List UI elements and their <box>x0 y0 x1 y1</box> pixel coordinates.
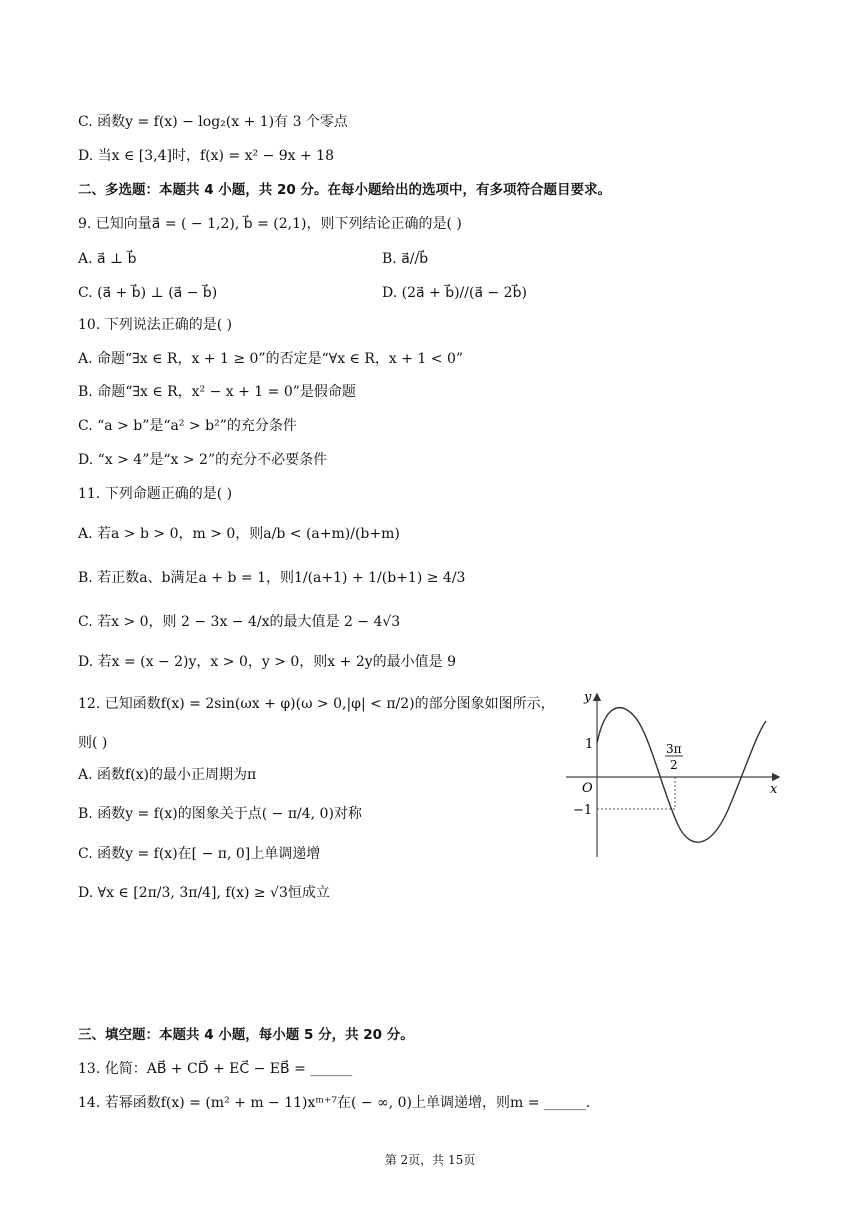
q11-option-a: A. 若a > b > 0，m > 0，则a/b < (a+m)/(b+m) <box>78 526 400 542</box>
q10-option-d: D. “x > 4”是“x > 2”的充分不必要条件 <box>78 452 328 468</box>
option-d-line: D. 当x ∈ [3,4]时，f(x) = x² − 9x + 18 <box>78 148 334 164</box>
question-12-cont: 则( ) <box>78 735 108 751</box>
q12-option-d: D. ∀x ∈ [2π/3, 3π/4], f(x) ≥ √3恒成立 <box>78 885 330 901</box>
q9-option-a: A. a⃗ ⊥ b⃗ <box>78 251 137 267</box>
sine-graph <box>560 685 790 860</box>
section-heading-multiple-choice: 二、多选题：本题共 4 小题，共 20 分。在每小题给出的选项中，有多项符合题目要求。 <box>78 182 611 198</box>
q10-option-a: A. 命题“∃x ∈ R，x + 1 ≥ 0”的否定是“∀x ∈ R，x + 1 < 0” <box>78 351 464 367</box>
y-axis-label: y <box>584 690 592 705</box>
q11-option-c: C. 若x > 0，则 2 − 3x − 4/x的最大值是 2 − 4√3 <box>78 614 401 630</box>
question-11: 11. 下列命题正确的是( ) <box>78 486 233 502</box>
q9-option-b: B. a⃗//b⃗ <box>382 251 429 267</box>
tick-label-neg1: −1 <box>573 803 593 818</box>
tick-label-1: 1 <box>585 737 594 752</box>
x-axis-label: x <box>770 782 778 797</box>
origin-label: O <box>582 781 593 796</box>
sine-curve <box>597 708 766 842</box>
question-9: 9. 已知向量a⃗ = ( − 1,2), b⃗ = (2,1)，则下列结论正确的是( ) <box>78 216 462 232</box>
section-heading-fill-in: 三、填空题：本题共 4 小题，每小题 5 分，共 20 分。 <box>78 1027 414 1043</box>
question-13: 13. 化简：AB⃗ + CD⃗ + EC⃗ − EB⃗ = ______ <box>78 1061 353 1077</box>
q10-option-c: C. “a > b”是“a² > b²”的充分条件 <box>78 418 297 434</box>
question-10: 10. 下列说法正确的是( ) <box>78 317 233 333</box>
q11-option-b: B. 若正数a、b满足a + b = 1，则1/(a+1) + 1/(b+1) ≥ 4/3 <box>78 570 466 586</box>
page-footer: 第 2页，共 15页 <box>384 1153 476 1167</box>
q9-option-c: C. (a⃗ + b⃗) ⊥ (a⃗ − b⃗) <box>78 285 218 301</box>
question-14: 14. 若幂函数f(x) = (m² + m − 11)xᵐ⁺⁷在( − ∞, 0)上单调递增，则m = ______. <box>78 1095 591 1111</box>
q12-option-a: A. 函数f(x)的最小正周期为π <box>78 767 257 783</box>
q11-option-d: D. 若x = (x − 2)y，x > 0，y > 0，则x + 2y的最小值是 9 <box>78 654 456 670</box>
tick-label-denominator: 2 <box>670 758 678 772</box>
q12-option-b: B. 函数y = f(x)的图象关于点( − π/4, 0)对称 <box>78 806 362 822</box>
option-c-line: C. 函数y = f(x) − log₂(x + 1)有 3 个零点 <box>78 114 348 130</box>
tick-label-3pi: 3π <box>666 742 682 756</box>
q10-option-b: B. 命题“∃x ∈ R，x² − x + 1 = 0”是假命题 <box>78 384 356 400</box>
q9-option-d: D. (2a⃗ + b⃗)//(a⃗ − 2b⃗) <box>382 285 527 301</box>
question-12: 12. 已知函数f(x) = 2sin(ωx + φ)(ω > 0,|φ| < π/2)的部分图象如图所示， <box>78 696 555 712</box>
q12-option-c: C. 函数y = f(x)在[ − π, 0]上单调递增 <box>78 846 321 862</box>
